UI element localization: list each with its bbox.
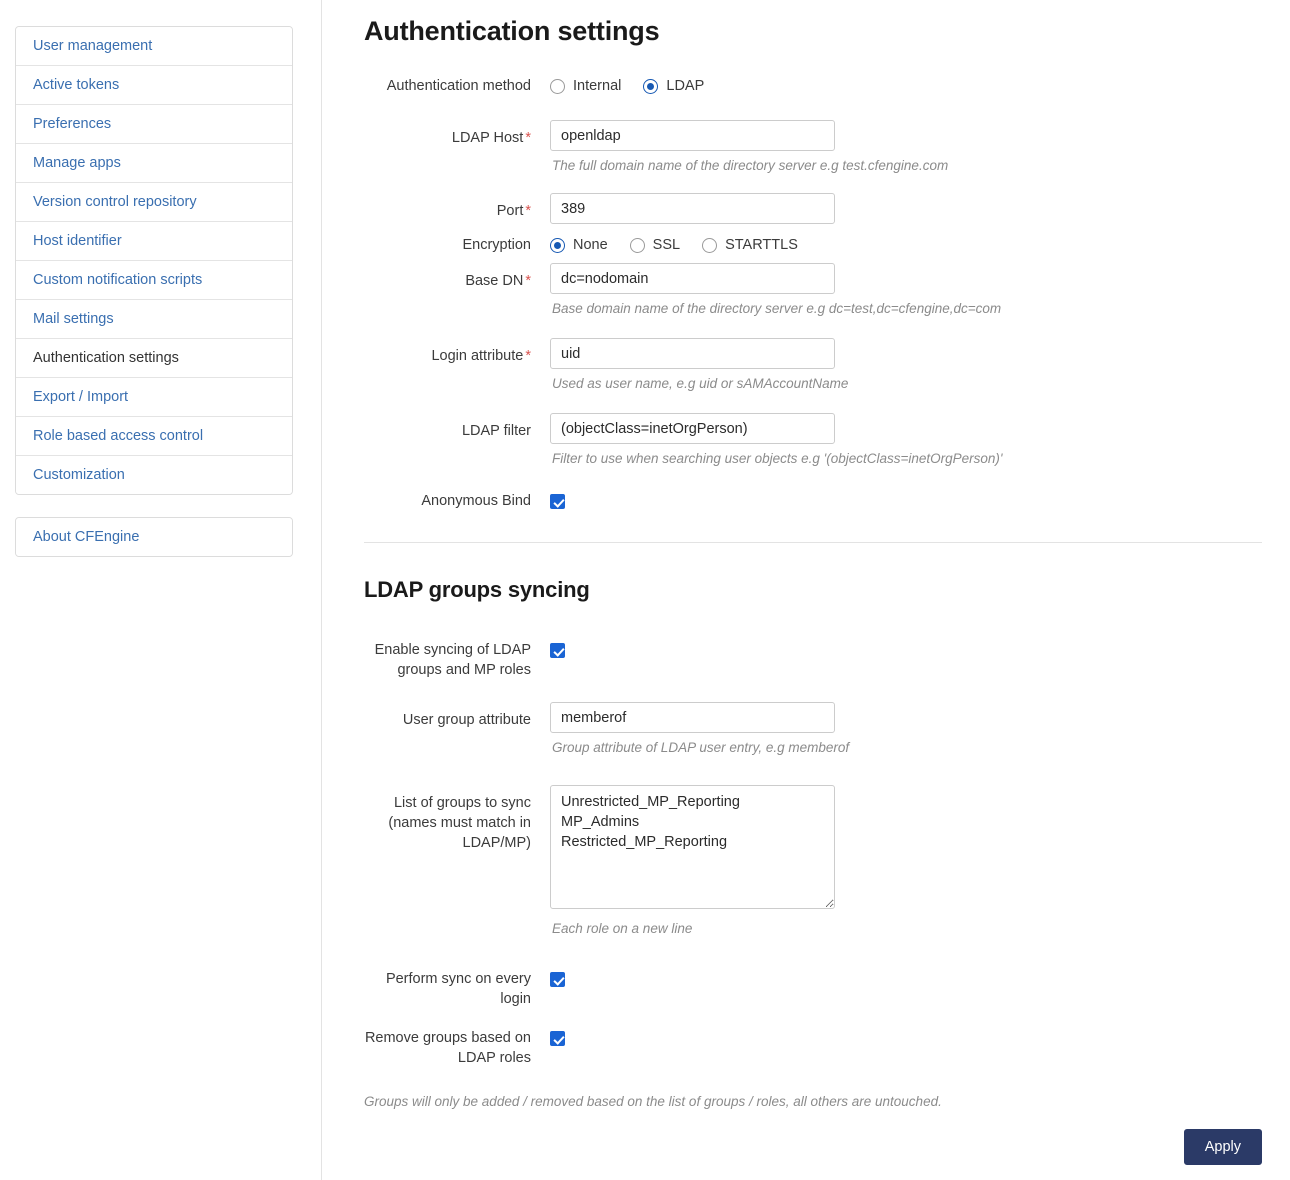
- ldap-filter-label: LDAP filter: [461, 423, 531, 439]
- ldap-host-hint: The full domain name of the directory server e.g test.cfengine.com: [552, 158, 949, 173]
- auth-method-label: Authentication method: [386, 78, 531, 94]
- encryption-row: [364, 232, 1262, 255]
- base-dn-row: [364, 263, 1262, 330]
- login-attribute-row: [364, 338, 1262, 405]
- login-attribute-input[interactable]: [550, 338, 835, 369]
- enable-sync-checkbox[interactable]: [550, 643, 565, 658]
- ldap-host-input[interactable]: [550, 120, 835, 151]
- groups-list-textarea[interactable]: [550, 785, 835, 909]
- auth-method-option-ldap[interactable]: [643, 78, 704, 94]
- auth-method-row: [364, 73, 1262, 96]
- login-attribute-required: *: [525, 348, 531, 364]
- anonymous-bind-label: Anonymous Bind: [421, 493, 531, 509]
- encryption-option-starttls-label: STARTTLS: [725, 237, 798, 253]
- encryption-option-none-label: None: [573, 237, 608, 253]
- encryption-option-starttls[interactable]: [702, 237, 798, 253]
- encryption-radio-group: [550, 232, 1262, 253]
- auth-method-option-internal-label: Internal: [573, 78, 622, 94]
- groups-list-row: [364, 785, 1262, 950]
- base-dn-hint: Base domain name of the directory server e.g dc=test,dc=cfengine,dc=com: [552, 301, 1002, 316]
- radio-starttls-icon[interactable]: [702, 238, 717, 253]
- login-attribute-label: Login attribute *: [431, 348, 531, 364]
- sidebar-item-version-control-repository[interactable]: Version control repository: [16, 183, 292, 222]
- user-group-attribute-row: [364, 702, 1262, 769]
- enable-sync-label: Enable syncing of LDAP groups and MP roles: [374, 642, 531, 678]
- base-dn-label: Base DN *: [465, 273, 531, 289]
- groups-list-hint: Each role on a new line: [552, 921, 693, 936]
- radio-ldap-icon[interactable]: [643, 79, 658, 94]
- base-dn-required: *: [525, 273, 531, 289]
- groups-list-label: List of groups to sync (names must match in LDAP/MP): [388, 795, 531, 851]
- section-divider: [364, 542, 1262, 543]
- ldap-host-label: LDAP Host *: [451, 130, 531, 146]
- sidebar-item-active-tokens[interactable]: Active tokens: [16, 66, 292, 105]
- port-label: Port *: [496, 203, 531, 219]
- auth-method-option-ldap-label: LDAP: [666, 78, 705, 94]
- login-attribute-hint: Used as user name, e.g uid or sAMAccountName: [552, 376, 849, 391]
- anonymous-bind-row: [364, 488, 1262, 514]
- sidebar-item-preferences[interactable]: Preferences: [16, 105, 292, 144]
- ldap-host-row: [364, 120, 1262, 187]
- perform-sync-label: Perform sync on every login: [385, 971, 531, 1007]
- enable-sync-row: [364, 637, 1262, 680]
- ldap-filter-input[interactable]: [550, 413, 835, 444]
- sidebar-item-mail-settings[interactable]: Mail settings: [16, 300, 292, 339]
- sidebar-about-card: [15, 517, 293, 557]
- sidebar-item-host-identifier[interactable]: Host identifier: [16, 222, 292, 261]
- sidebar-item-export-import[interactable]: Export / Import: [16, 378, 292, 417]
- groups-syncing-footnote: Groups will only be added / removed based on the list of groups / roles, all others are untouched.: [364, 1094, 942, 1109]
- apply-row: [364, 1129, 1262, 1165]
- perform-sync-checkbox[interactable]: [550, 972, 565, 987]
- sidebar-item-customization[interactable]: Customization: [16, 456, 292, 494]
- sidebar-item-authentication-settings[interactable]: Authentication settings: [16, 339, 292, 378]
- encryption-label: Encryption: [462, 237, 531, 253]
- page-title: Authentication settings: [364, 16, 660, 46]
- port-row: [364, 193, 1262, 224]
- user-group-attribute-hint: Group attribute of LDAP user entry, e.g memberof: [552, 740, 850, 755]
- sidebar: [0, 0, 322, 1180]
- sidebar-item-user-management[interactable]: User management: [16, 27, 292, 66]
- sidebar-item-role-based-access-control[interactable]: Role based access control: [16, 417, 292, 456]
- ldap-filter-row: [364, 413, 1262, 480]
- user-group-attribute-label: User group attribute: [402, 712, 531, 728]
- groups-syncing-title: LDAP groups syncing: [364, 577, 590, 602]
- port-required: *: [525, 203, 531, 219]
- port-input[interactable]: [550, 193, 835, 224]
- sidebar-item-custom-notification-scripts[interactable]: Custom notification scripts: [16, 261, 292, 300]
- apply-button[interactable]: Apply: [1184, 1129, 1262, 1165]
- user-group-attribute-input[interactable]: [550, 702, 835, 733]
- sidebar-item-about-cfengine[interactable]: About CFEngine: [16, 518, 292, 556]
- encryption-option-ssl-label: SSL: [652, 237, 681, 253]
- remove-groups-row: [364, 1025, 1262, 1068]
- auth-method-radio-group: [550, 73, 1262, 94]
- base-dn-input[interactable]: [550, 263, 835, 294]
- encryption-option-none[interactable]: [550, 237, 608, 253]
- ldap-host-required: *: [525, 130, 531, 146]
- ldap-filter-hint: Filter to use when searching user objects e.g '(objectClass=inetOrgPerson)': [552, 451, 1003, 466]
- remove-groups-label: Remove groups based on LDAP roles: [364, 1030, 531, 1066]
- perform-sync-row: [364, 966, 1262, 1009]
- sidebar-nav: [15, 26, 293, 495]
- main-content: [322, 0, 1290, 1180]
- encryption-option-ssl[interactable]: [630, 237, 680, 253]
- radio-none-icon[interactable]: [550, 238, 565, 253]
- anonymous-bind-checkbox[interactable]: [550, 494, 565, 509]
- auth-method-option-internal[interactable]: [550, 78, 621, 94]
- radio-internal-icon[interactable]: [550, 79, 565, 94]
- radio-ssl-icon[interactable]: [630, 238, 645, 253]
- sidebar-item-manage-apps[interactable]: Manage apps: [16, 144, 292, 183]
- remove-groups-checkbox[interactable]: [550, 1031, 565, 1046]
